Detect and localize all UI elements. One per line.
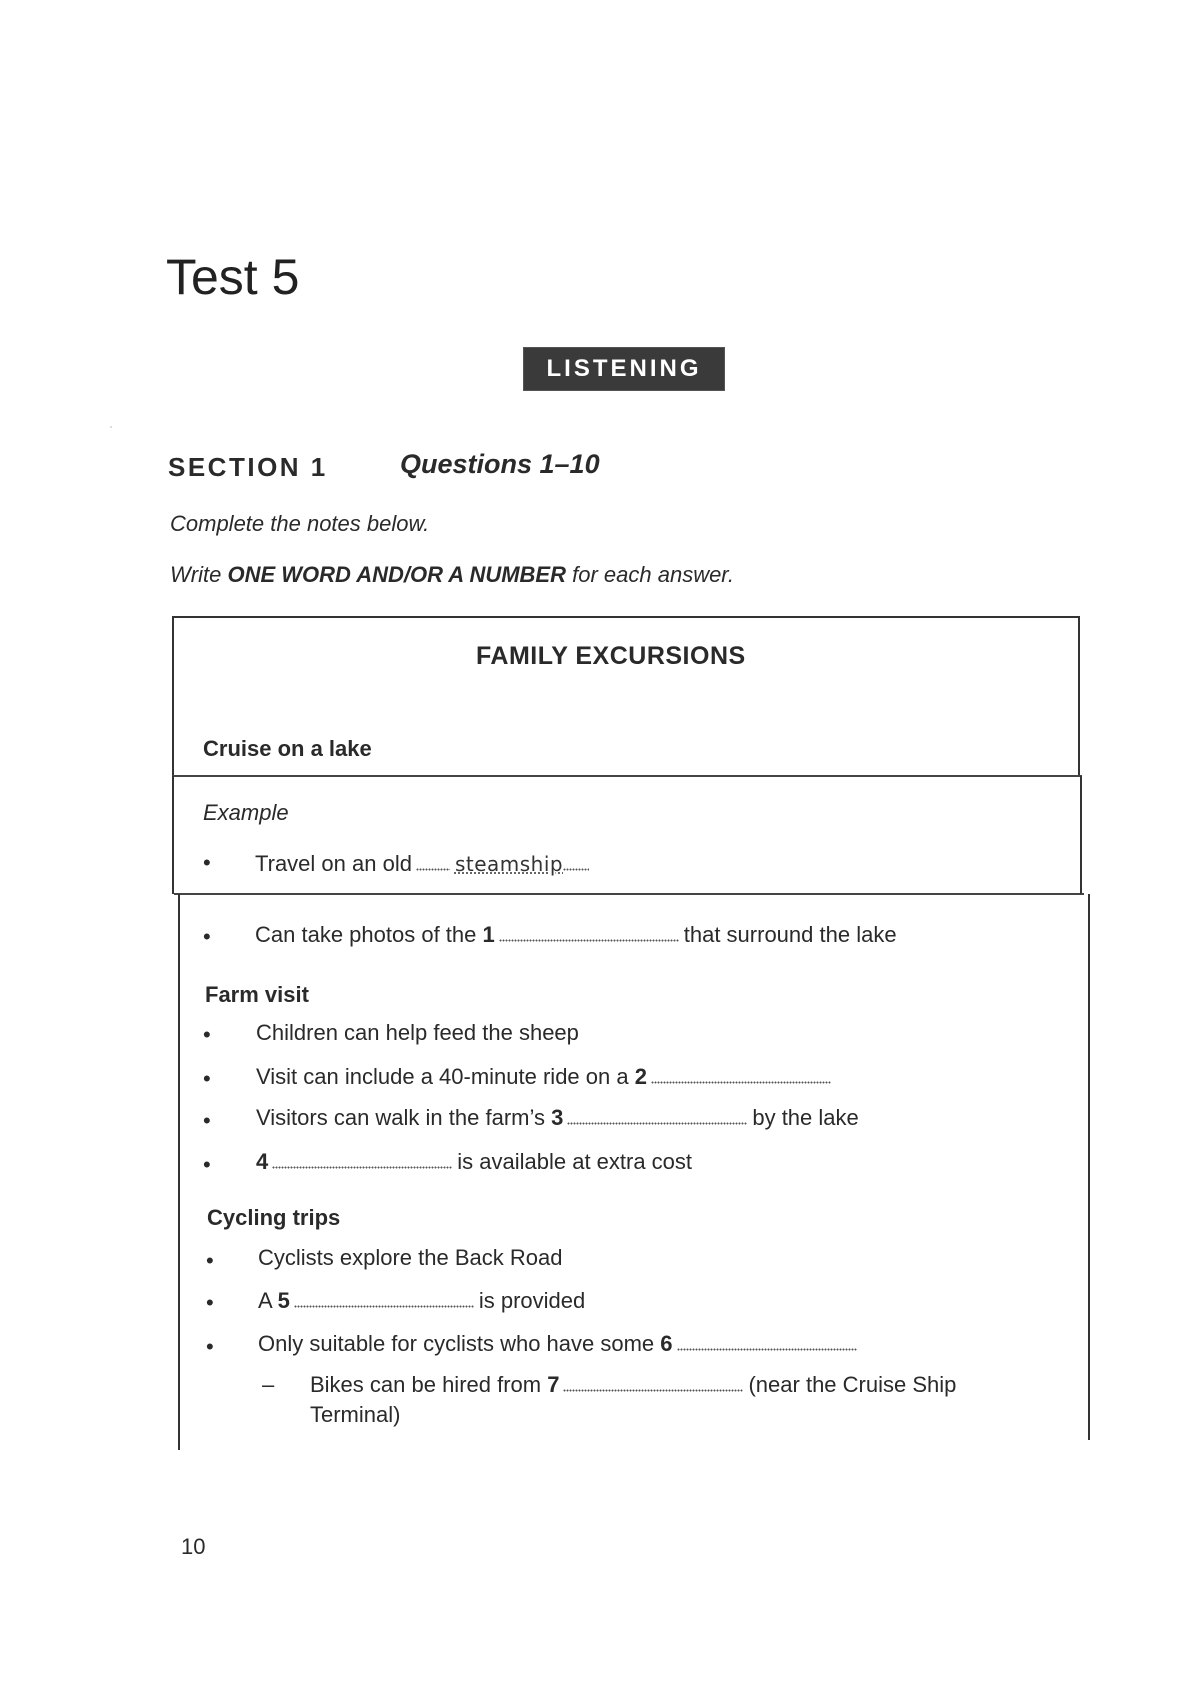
q7-after: (near the Cruise Ship xyxy=(748,1372,957,1397)
q5-number: 5 xyxy=(277,1288,290,1313)
heading-farm-visit: Farm visit xyxy=(205,982,309,1007)
q7-continuation: Terminal) xyxy=(310,1402,401,1427)
question-4 xyxy=(256,1151,692,1173)
bullet-icon: • xyxy=(203,1152,211,1177)
question-3 xyxy=(256,1107,859,1129)
question-6 xyxy=(258,1333,862,1355)
bullet-icon: • xyxy=(203,1066,211,1091)
answer-blank-7[interactable] xyxy=(563,1389,743,1392)
bullet-icon: • xyxy=(206,1248,214,1273)
q3-number: 3 xyxy=(551,1105,564,1130)
page-number: 10 xyxy=(181,1534,206,1559)
instruction-word-limit xyxy=(170,562,734,588)
test-title: Test 5 xyxy=(166,249,300,305)
q7-text: Bikes can be hired from xyxy=(310,1372,542,1397)
example-label: Example xyxy=(203,800,289,825)
notes-box-left-border xyxy=(172,776,174,894)
q1-after: that surround the lake xyxy=(683,922,897,947)
instruction-prefix: Write xyxy=(170,562,228,587)
answer-blank-2[interactable] xyxy=(651,1081,831,1084)
example-divider-bottom xyxy=(174,893,1084,895)
bullet-icon: • xyxy=(203,850,211,875)
q2-number: 2 xyxy=(634,1064,647,1089)
q4-after: is available at extra cost xyxy=(457,1149,693,1174)
answer-blank-1[interactable] xyxy=(499,939,679,942)
notes-box-right-border xyxy=(1088,894,1090,1440)
farm-item: Children can help feed the sheep xyxy=(256,1020,579,1045)
q1-number: 1 xyxy=(482,922,495,947)
answer-blank-6[interactable] xyxy=(677,1348,857,1351)
q3-text: Visitors can walk in the farm’s xyxy=(256,1105,545,1130)
answer-blank-4[interactable] xyxy=(272,1166,452,1169)
bullet-icon: • xyxy=(203,924,211,949)
instruction-complete-notes: Complete the notes below. xyxy=(170,511,430,536)
q5-text: A xyxy=(258,1288,272,1313)
bullet-icon: • xyxy=(203,1108,211,1133)
cycling-item: Cyclists explore the Back Road xyxy=(258,1245,563,1270)
question-5 xyxy=(258,1290,585,1312)
example-item xyxy=(255,853,594,875)
q6-text: Only suitable for cyclists who have some xyxy=(258,1331,655,1356)
dash-icon: – xyxy=(262,1372,275,1397)
bullet-icon: • xyxy=(203,1022,211,1047)
bullet-icon: • xyxy=(206,1290,214,1315)
heading-cruise: Cruise on a lake xyxy=(203,736,372,761)
example-answer: steamship xyxy=(454,852,564,876)
example-divider-top xyxy=(172,775,1082,777)
q5-after: is provided xyxy=(478,1288,586,1313)
listening-badge: LISTENING xyxy=(524,348,724,390)
answer-blank xyxy=(563,868,589,871)
questions-range: Questions 1–10 xyxy=(400,449,600,479)
scan-speck xyxy=(110,426,112,428)
bullet-icon: • xyxy=(206,1334,214,1359)
notes-title: FAMILY EXCURSIONS xyxy=(476,642,746,670)
answer-blank-5[interactable] xyxy=(294,1305,474,1308)
instruction-word-limit-bold: ONE WORD AND/OR A NUMBER xyxy=(227,562,566,587)
q4-number: 4 xyxy=(256,1149,269,1174)
notes-box-right-border xyxy=(1080,776,1082,894)
answer-blank-3[interactable] xyxy=(567,1122,747,1125)
q3-after: by the lake xyxy=(752,1105,859,1130)
instruction-suffix: for each answer. xyxy=(566,562,734,587)
notes-box-left-border xyxy=(178,894,180,1450)
heading-cycling-trips: Cycling trips xyxy=(207,1205,341,1230)
question-7 xyxy=(310,1374,956,1396)
question-1 xyxy=(255,924,897,946)
q7-number: 7 xyxy=(547,1372,560,1397)
example-text: Travel on an old xyxy=(255,851,412,876)
section-label: SECTION 1 xyxy=(168,452,328,482)
answer-blank xyxy=(416,868,450,871)
q1-text: Can take photos of the xyxy=(255,922,477,947)
q2-text: Visit can include a 40-minute ride on a xyxy=(256,1064,629,1089)
q6-number: 6 xyxy=(660,1331,673,1356)
question-2 xyxy=(256,1066,836,1088)
